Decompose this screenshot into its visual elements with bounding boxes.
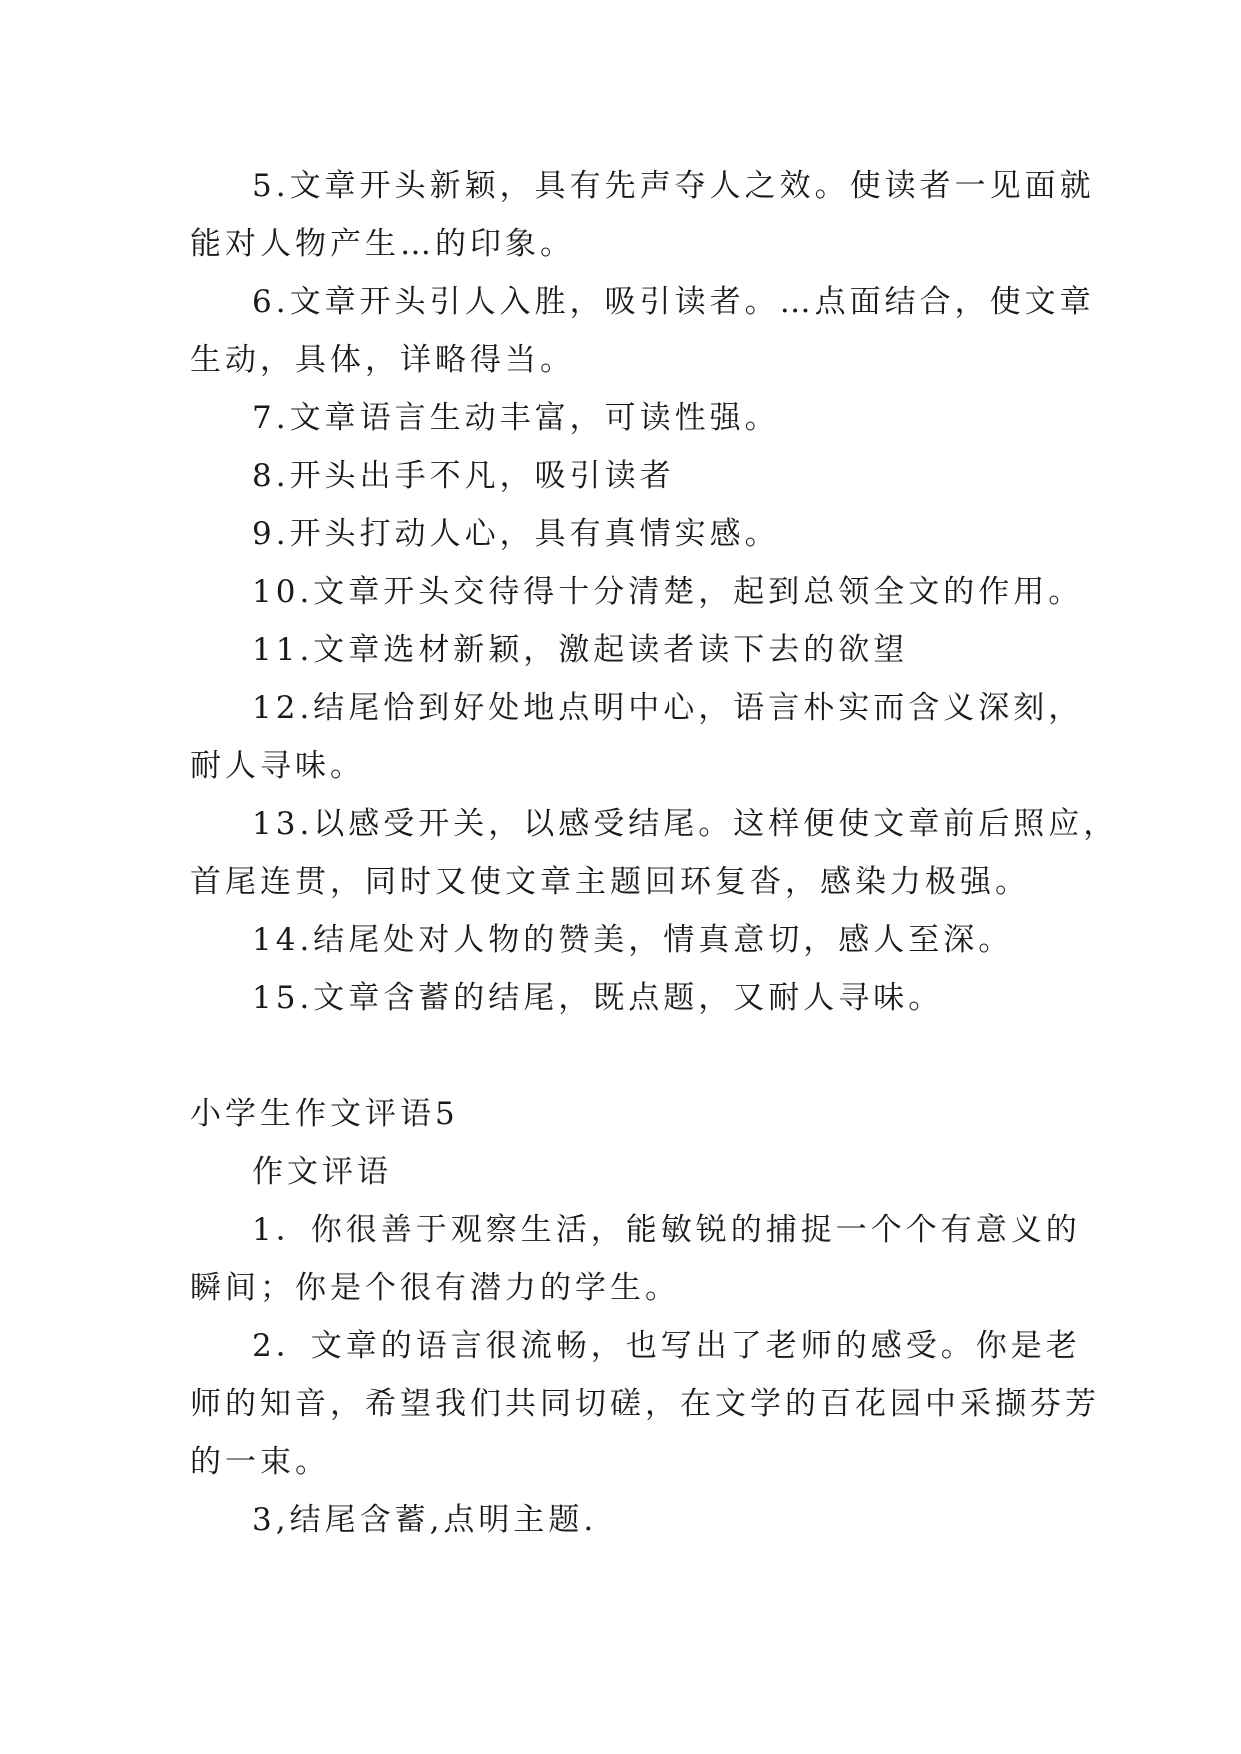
item-10: 10.文章开头交待得十分清楚，起到总领全文的作用。	[252, 574, 1084, 610]
item-15: 15.文章含蓄的结尾，既点题，又耐人寻味。	[252, 980, 944, 1016]
section-heading: 小学生作文评语5	[190, 1096, 459, 1132]
comment-3: 3,结尾含蓄,点明主题.	[252, 1502, 598, 1538]
section-subheading: 作文评语	[252, 1154, 392, 1190]
item-12-line-1: 12.结尾恰到好处地点明中心，语言朴实而含义深刻，	[252, 690, 1084, 726]
item-11: 11.文章选材新颖，激起读者读下去的欲望	[252, 632, 909, 668]
item-12-line-2: 耐人寻味。	[190, 748, 365, 784]
comment-1-line-1: 1．你很善于观察生活，能敏锐的捕捉一个个有意义的	[252, 1212, 1081, 1248]
item-6-line-2: 生动，具体，详略得当。	[190, 342, 575, 378]
item-5-line-1: 5.文章开头新颖，具有先声夺人之效。使读者一见面就	[252, 168, 1095, 204]
comment-2-line-1: 2．文章的语言很流畅，也写出了老师的感受。你是老	[252, 1328, 1081, 1364]
item-9: 9.开头打动人心，具有真情实感。	[252, 516, 780, 552]
item-5-line-2: 能对人物产生…的印象。	[190, 226, 575, 262]
comment-1-line-2: 瞬间；你是个很有潜力的学生。	[190, 1270, 680, 1306]
item-6-line-1: 6.文章开头引人入胜，吸引读者。…点面结合，使文章	[252, 284, 1095, 320]
item-13-line-2: 首尾连贯，同时又使文章主题回环复沓，感染力极强。	[190, 864, 1030, 900]
item-13-line-1: 13.以感受开关，以感受结尾。这样便使文章前后照应，	[252, 806, 1119, 842]
item-14: 14.结尾处对人物的赞美，情真意切，感人至深。	[252, 922, 1014, 958]
item-8: 8.开头出手不凡，吸引读者	[252, 458, 675, 494]
comment-2-line-3: 的一束。	[190, 1444, 330, 1480]
comment-2-line-2: 师的知音，希望我们共同切磋，在文学的百花园中采撷芬芳	[190, 1386, 1100, 1422]
item-7: 7.文章语言生动丰富，可读性强。	[252, 400, 780, 436]
